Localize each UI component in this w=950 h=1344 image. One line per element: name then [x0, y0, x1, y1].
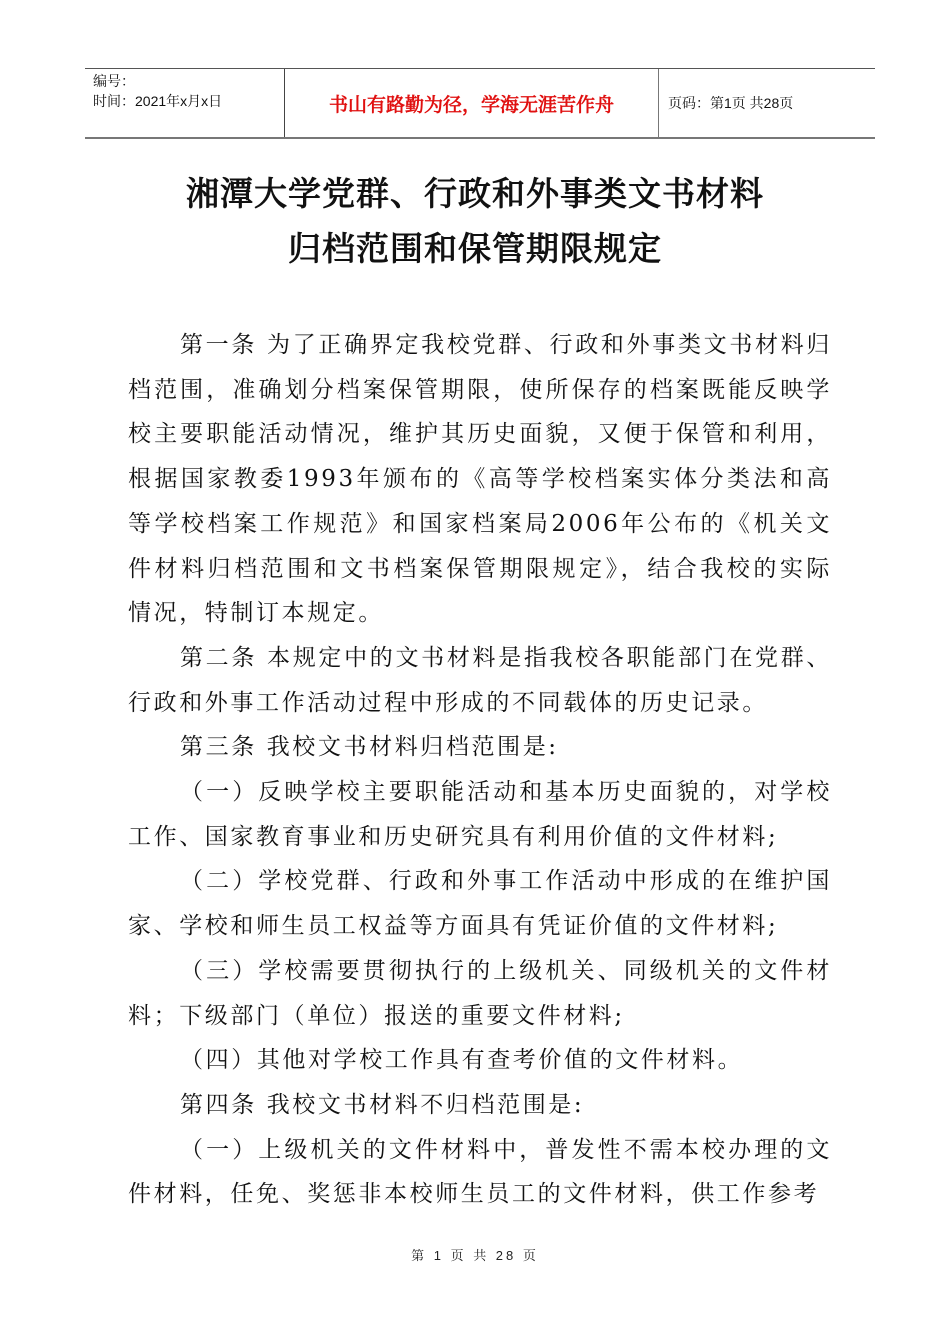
paragraph: （一）反映学校主要职能活动和基本历史面貌的，对学校工作、国家教育事业和历史研究具有利用价值的文件材料;	[128, 779, 832, 850]
paragraph: （三）学校需要贯彻执行的上级机关、同级机关的文件材料；下级部门（单位）报送的重要文件材料;	[128, 957, 832, 1029]
number-label: 编号：	[93, 73, 135, 89]
time-label: 时间：2021年x月x日	[93, 93, 223, 109]
document-header	[85, 68, 875, 139]
paragraph: （二）学校党群、行政和外事工作活动中形成的在维护国家、学校和师生员工权益等方面具有凭证价值的文件材料;	[128, 868, 832, 940]
document-title-line1: 湘潭大学党群、行政和外事类文书材料	[186, 174, 764, 213]
paragraph: 第二条 本规定中的文书材料是指我校各职能部门在党群、行政和外事工作活动过程中形成的不同载体的历史记录。	[128, 644, 832, 716]
paragraph: （一）上级机关的文件材料中，普发性不需本校办理的文件材料，任免、奖惩非本校师生员工的文件材料，供工作参考	[128, 1136, 832, 1208]
page-footer: 第 1 页 共 28 页	[411, 1248, 539, 1263]
header-motto: 书山有路勤为径，学海无涯苦作舟	[285, 69, 659, 137]
header-meta	[85, 69, 285, 137]
paragraph: （四）其他对学校工作具有查考价值的文件材料。	[180, 1047, 744, 1074]
header-page-info: 页码：第1页 共28页	[668, 95, 794, 111]
paragraph: 第三条 我校文书材料归档范围是:	[180, 734, 559, 761]
document-title-line2: 归档范围和保管期限规定	[288, 229, 662, 268]
document-body	[128, 323, 832, 1223]
paragraph: 第一条 为了正确界定我校党群、行政和外事类文书材料归档范围，准确划分档案保管期限，使所保存的档案既能反映学校主要职能活动情况，维护其历史面貌，又便于保管和利用，根据国家教委1993年颁布的《高等学校档案实体分类法和高等学校档案工作规范》和国家档案局2006年公布的《机关文件材料归档范围和文书档案保管期限规定》，结合我校的实际情况，特制订本规定。	[128, 332, 832, 627]
paragraph: 第四条 我校文书材料不归档范围是:	[180, 1091, 585, 1118]
